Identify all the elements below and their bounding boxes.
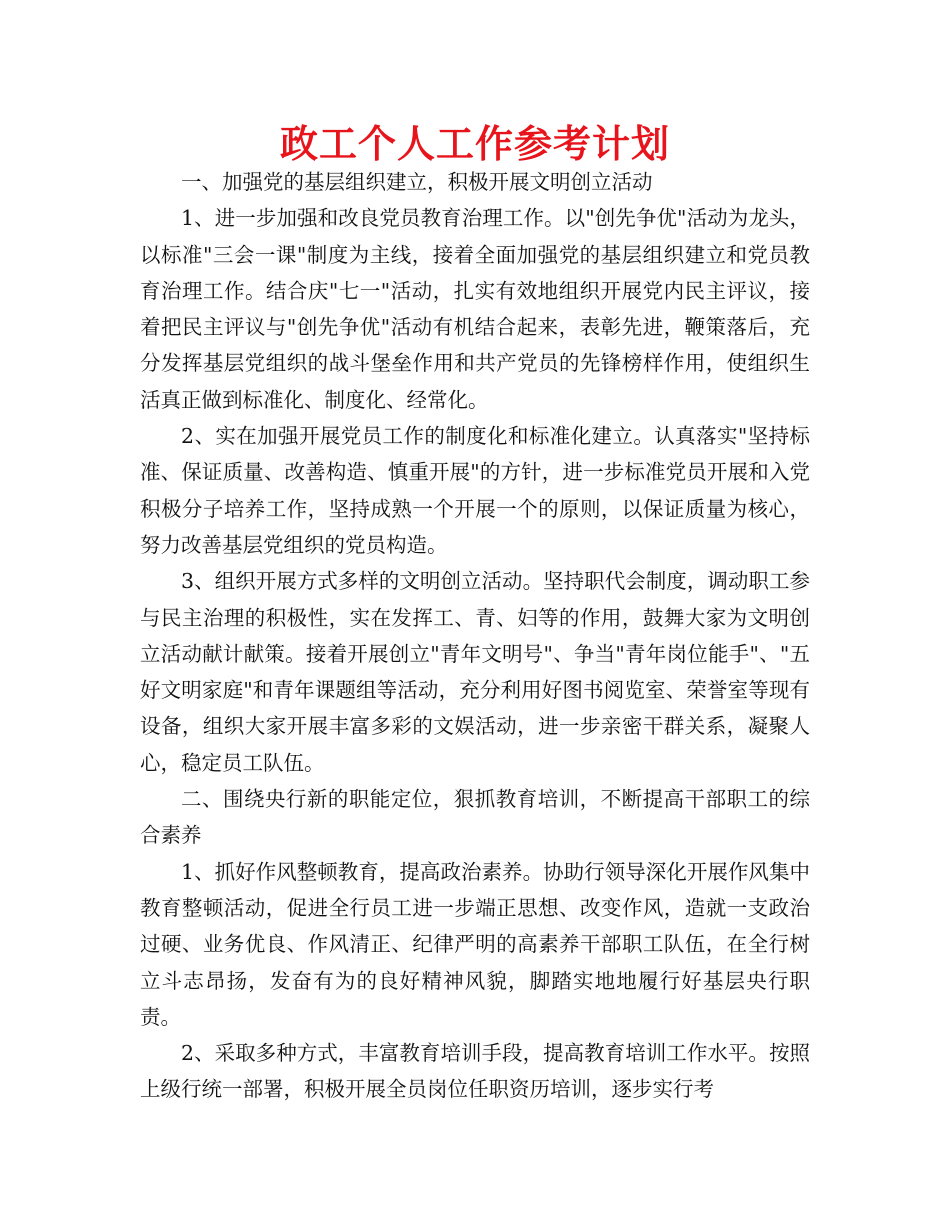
paragraph-1-1: 1、进一步加强和改良党员教育治理工作。以"创先争优"活动为龙头，以标准"三会一课"制度为主线，接着全面加强党的基层组织建立和党员教育治理工作。结合庆"七一"活动，扎实有效地组织开展党内民主评议，接着把民主评议与"创先争优"活动有机结合起来，表彰先进，鞭策落后，充分发挥基层党组织的战斗堡垒作用和共产党员的先锋榜样作用，使组织生活真正做到标准化、制度化、经常化。: [140, 206, 810, 412]
paragraph-1-3: 3、组织开展方式多样的文明创立活动。坚持职代会制度，调动职工参与民主治理的积极性，实在发挥工、青、妇等的作用，鼓舞大家为文明创立活动献计献策。接着开展创立"青年文明号"、争当"青年岗位能手"、"五好文明家庭"和青年课题组等活动，充分利用好图书阅览室、荣誉室等现有设备，组织大家开展丰富多彩的文娱活动，进一步亲密干群关系，凝聚人心，稳定员工队伍。: [140, 569, 810, 775]
paragraph-2-1: 1、抓好作风整顿教育，提高政治素养。协助行领导深化开展作风集中教育整顿活动，促进全行员工进一步端正思想、改变作风，造就一支政治过硬、业务优良、作风清正、纪律严明的高素养干部职工队伍，在全行树立斗志昂扬，发奋有为的良好精神风貌，脚踏实地地履行好基层央行职责。: [140, 859, 810, 1029]
paragraph-1-2: 2、实在加强开展党员工作的制度化和标准化建立。认真落实"坚持标准、保证质量、改善构造、慎重开展"的方针，进一步标准党员开展和入党积极分子培养工作，坚持成熟一个开展一个的原则，以保证质量为核心，努力改善基层党组织的党员构造。: [140, 424, 810, 557]
document-body: [140, 164, 810, 1108]
document-title: 政工个人工作参考计划: [279, 122, 670, 166]
paragraph-section-1-heading: 一、加强党的基层组织建立，积极开展文明创立活动: [181, 170, 653, 194]
paragraph-2-2: 2、采取多种方式，丰富教育培训手段，提高教育培训工作水平。按照上级行统一部署，积极开展全员岗位任职资历培训，逐步实行考: [140, 1041, 810, 1102]
paragraph-section-2-heading: 二、围绕央行新的职能定位，狠抓教育培训，不断提高干部职工的综合素养: [140, 787, 810, 848]
